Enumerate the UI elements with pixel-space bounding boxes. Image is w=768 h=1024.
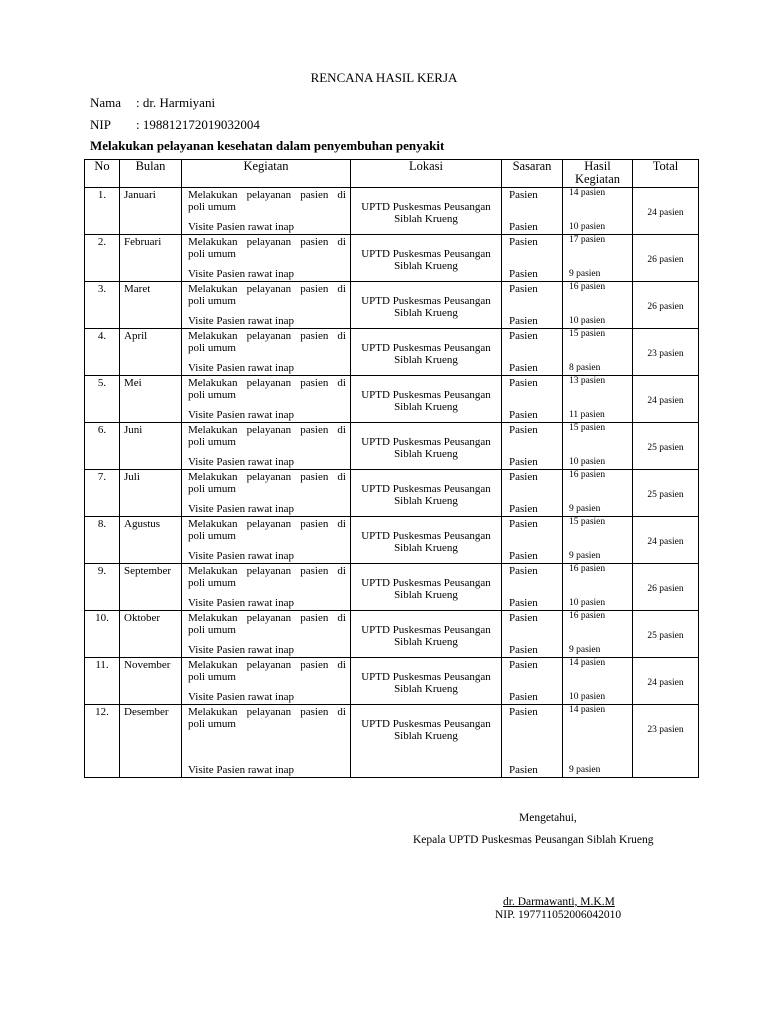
row-total: 23 pasien — [647, 349, 684, 359]
kegiatan-visite: Visite Pasien rawat inap — [188, 503, 294, 515]
table-row — [85, 282, 699, 329]
row-month: Juli — [124, 471, 140, 483]
cell-total — [633, 705, 699, 778]
kegiatan-poli: Melakukan pelayanan pasien di poli umum — [188, 612, 346, 636]
kegiatan-poli: Melakukan pelayanan pasien di poli umum — [188, 330, 346, 354]
cell-total — [633, 611, 699, 658]
cell-hasil — [563, 517, 633, 564]
sasaran-poli: Pasien — [509, 424, 538, 436]
sasaran-visite: Pasien — [509, 691, 538, 703]
cell-hasil — [563, 188, 633, 235]
table-row — [85, 658, 699, 705]
cell-bulan — [120, 235, 182, 282]
row-month: November — [124, 659, 171, 671]
hasil-visite: 10 pasien — [569, 598, 606, 608]
cell-lokasi — [351, 235, 502, 282]
cell-sasaran — [502, 658, 563, 705]
hasil-visite: 9 pasien — [569, 269, 601, 279]
kegiatan-visite: Visite Pasien rawat inap — [188, 644, 294, 656]
cell-no — [85, 470, 120, 517]
sasaran-poli: Pasien — [509, 518, 538, 530]
kegiatan-poli: Melakukan pelayanan pasien di poli umum — [188, 283, 346, 307]
hasil-visite: 9 pasien — [569, 551, 601, 561]
hasil-poli: 16 pasien — [569, 564, 606, 574]
cell-total — [633, 423, 699, 470]
table-header-row — [85, 160, 699, 188]
cell-total — [633, 282, 699, 329]
kegiatan-visite: Visite Pasien rawat inap — [188, 362, 294, 374]
nama-label: Nama — [90, 95, 122, 110]
kegiatan-poli: Melakukan pelayanan pasien di poli umum — [188, 518, 346, 542]
cell-kegiatan — [182, 423, 351, 470]
cell-bulan — [120, 705, 182, 778]
sasaran-visite: Pasien — [509, 268, 538, 280]
table-row — [85, 329, 699, 376]
cell-no — [85, 423, 120, 470]
cell-lokasi — [351, 564, 502, 611]
sasaran-poli: Pasien — [509, 283, 538, 295]
cell-lokasi — [351, 282, 502, 329]
cell-lokasi — [351, 705, 502, 778]
cell-total — [633, 517, 699, 564]
row-lokasi: UPTD Puskesmas Peusangan Siblah Krueng — [361, 248, 491, 272]
kegiatan-visite: Visite Pasien rawat inap — [188, 315, 294, 327]
row-month: Juni — [124, 424, 143, 436]
sasaran-visite: Pasien — [509, 503, 538, 515]
cell-bulan — [120, 423, 182, 470]
cell-no — [85, 329, 120, 376]
row-total: 25 pasien — [647, 443, 684, 453]
hasil-visite: 8 pasien — [569, 363, 601, 373]
header-no: No — [85, 160, 120, 188]
row-lokasi: UPTD Puskesmas Peusangan Siblah Krueng — [361, 624, 491, 648]
cell-total — [633, 329, 699, 376]
sasaran-visite: Pasien — [509, 221, 538, 233]
cell-hasil — [563, 705, 633, 778]
cell-bulan — [120, 658, 182, 705]
kegiatan-visite: Visite Pasien rawat inap — [188, 409, 294, 421]
cell-sasaran — [502, 705, 563, 778]
header-bulan: Bulan — [120, 160, 182, 188]
sasaran-poli: Pasien — [509, 471, 538, 483]
kegiatan-poli: Melakukan pelayanan pasien di poli umum — [188, 471, 346, 495]
kegiatan-visite: Visite Pasien rawat inap — [188, 550, 294, 562]
row-month: Oktober — [124, 612, 161, 624]
kegiatan-poli: Melakukan pelayanan pasien di poli umum — [188, 424, 346, 448]
cell-total — [633, 376, 699, 423]
cell-hasil — [563, 564, 633, 611]
nip-label: NIP — [90, 117, 111, 132]
sasaran-visite: Pasien — [509, 597, 538, 609]
nama-row — [90, 95, 215, 111]
row-month: Maret — [124, 283, 151, 295]
row-number: 12. — [95, 706, 109, 718]
header-kegiatan: Kegiatan — [182, 160, 351, 188]
nama-value: : dr. Harmiyani — [136, 95, 216, 110]
row-total: 24 pasien — [647, 537, 684, 547]
cell-no — [85, 282, 120, 329]
kegiatan-visite: Visite Pasien rawat inap — [188, 764, 294, 776]
sasaran-visite: Pasien — [509, 456, 538, 468]
cell-hasil — [563, 611, 633, 658]
nip-value: : 198812172019032004 — [136, 117, 260, 132]
row-month: Februari — [124, 236, 162, 248]
row-lokasi: UPTD Puskesmas Peusangan Siblah Krueng — [361, 342, 491, 366]
document-title: RENCANA HASIL KERJA — [310, 70, 458, 85]
cell-bulan — [120, 376, 182, 423]
kegiatan-visite: Visite Pasien rawat inap — [188, 221, 294, 233]
row-total: 25 pasien — [647, 490, 684, 500]
cell-lokasi — [351, 611, 502, 658]
cell-hasil — [563, 329, 633, 376]
row-month: Januari — [124, 189, 156, 201]
table-row — [85, 188, 699, 235]
row-lokasi: UPTD Puskesmas Peusangan Siblah Krueng — [361, 530, 491, 554]
cell-lokasi — [351, 329, 502, 376]
document-subtitle: Melakukan pelayanan kesehatan dalam penyembuhan penyakit — [90, 138, 445, 153]
cell-sasaran — [502, 564, 563, 611]
sasaran-poli: Pasien — [509, 659, 538, 671]
row-number: 4. — [97, 330, 107, 342]
row-lokasi: UPTD Puskesmas Peusangan Siblah Krueng — [361, 718, 491, 742]
rhk-table — [84, 159, 699, 778]
cell-sasaran — [502, 282, 563, 329]
row-total: 26 pasien — [647, 302, 684, 312]
kegiatan-poli: Melakukan pelayanan pasien di poli umum — [188, 189, 346, 213]
cell-sasaran — [502, 423, 563, 470]
row-total: 25 pasien — [647, 631, 684, 641]
cell-sasaran — [502, 376, 563, 423]
sasaran-poli: Pasien — [509, 565, 538, 577]
row-lokasi: UPTD Puskesmas Peusangan Siblah Krueng — [361, 483, 491, 507]
cell-kegiatan — [182, 282, 351, 329]
sasaran-poli: Pasien — [509, 612, 538, 624]
cell-bulan — [120, 329, 182, 376]
table-row — [85, 423, 699, 470]
hasil-poli: 16 pasien — [569, 282, 606, 292]
hasil-poli: 16 pasien — [569, 611, 606, 621]
cell-total — [633, 564, 699, 611]
cell-sasaran — [502, 470, 563, 517]
header-sasaran: Sasaran — [502, 160, 563, 188]
header-lokasi: Lokasi — [351, 160, 502, 188]
sasaran-visite: Pasien — [509, 644, 538, 656]
cell-bulan — [120, 564, 182, 611]
header-total: Total — [633, 160, 699, 188]
cell-no — [85, 658, 120, 705]
sasaran-visite: Pasien — [509, 764, 538, 776]
hasil-visite: 9 pasien — [569, 504, 601, 514]
row-number: 2. — [97, 236, 107, 248]
cell-kegiatan — [182, 188, 351, 235]
kegiatan-visite: Visite Pasien rawat inap — [188, 456, 294, 468]
sasaran-poli: Pasien — [509, 236, 538, 248]
cell-total — [633, 235, 699, 282]
cell-hasil — [563, 282, 633, 329]
row-total: 24 pasien — [647, 678, 684, 688]
table-row — [85, 705, 699, 778]
cell-kegiatan — [182, 470, 351, 517]
row-lokasi: UPTD Puskesmas Peusangan Siblah Krueng — [361, 201, 491, 225]
cell-lokasi — [351, 423, 502, 470]
cell-hasil — [563, 423, 633, 470]
table-row — [85, 564, 699, 611]
kegiatan-poli: Melakukan pelayanan pasien di poli umum — [188, 377, 346, 401]
header-hasil-line1: Hasil — [584, 159, 611, 173]
row-month: Mei — [124, 377, 142, 389]
row-total: 26 pasien — [647, 255, 684, 265]
row-month: September — [124, 565, 172, 577]
row-number: 5. — [97, 377, 107, 389]
cell-bulan — [120, 282, 182, 329]
table-row — [85, 470, 699, 517]
hasil-visite: 10 pasien — [569, 692, 606, 702]
hasil-visite: 10 pasien — [569, 316, 606, 326]
hasil-poli: 15 pasien — [569, 329, 606, 339]
cell-kegiatan — [182, 376, 351, 423]
cell-total — [633, 188, 699, 235]
signer-nip: NIP. 197711052006042010 — [495, 909, 622, 921]
row-month: April — [124, 330, 148, 342]
sasaran-visite: Pasien — [509, 362, 538, 374]
hasil-poli: 15 pasien — [569, 423, 606, 433]
row-number: 11. — [95, 659, 109, 671]
cell-no — [85, 611, 120, 658]
hasil-visite: 10 pasien — [569, 457, 606, 467]
row-number: 7. — [97, 471, 107, 483]
row-lokasi: UPTD Puskesmas Peusangan Siblah Krueng — [361, 389, 491, 413]
sasaran-visite: Pasien — [509, 550, 538, 562]
hasil-poli: 16 pasien — [569, 470, 606, 480]
mengetahui-text: Mengetahui, — [519, 812, 577, 824]
row-number: 9. — [97, 565, 107, 577]
row-month: Desember — [124, 706, 169, 718]
row-number: 3. — [97, 283, 107, 295]
row-lokasi: UPTD Puskesmas Peusangan Siblah Krueng — [361, 436, 491, 460]
sasaran-poli: Pasien — [509, 330, 538, 342]
hasil-visite: 9 pasien — [569, 645, 601, 655]
table-row — [85, 376, 699, 423]
row-number: 10. — [95, 612, 109, 624]
cell-kegiatan — [182, 329, 351, 376]
cell-lokasi — [351, 188, 502, 235]
cell-hasil — [563, 470, 633, 517]
cell-kegiatan — [182, 705, 351, 778]
cell-no — [85, 517, 120, 564]
cell-bulan — [120, 470, 182, 517]
kegiatan-visite: Visite Pasien rawat inap — [188, 597, 294, 609]
cell-lokasi — [351, 470, 502, 517]
cell-lokasi — [351, 376, 502, 423]
cell-bulan — [120, 517, 182, 564]
cell-kegiatan — [182, 235, 351, 282]
row-month: Agustus — [124, 518, 161, 530]
cell-sasaran — [502, 329, 563, 376]
cell-sasaran — [502, 188, 563, 235]
cell-hasil — [563, 658, 633, 705]
hasil-poli: 14 pasien — [569, 658, 606, 668]
row-number: 1. — [97, 189, 107, 201]
cell-sasaran — [502, 611, 563, 658]
row-total: 23 pasien — [647, 725, 684, 735]
header-hasil — [563, 160, 633, 188]
table-row — [85, 517, 699, 564]
row-total: 26 pasien — [647, 584, 684, 594]
kegiatan-visite: Visite Pasien rawat inap — [188, 268, 294, 280]
hasil-poli: 13 pasien — [569, 376, 606, 386]
kegiatan-poli: Melakukan pelayanan pasien di poli umum — [188, 565, 346, 589]
hasil-poli: 15 pasien — [569, 517, 606, 527]
sasaran-poli: Pasien — [509, 189, 538, 201]
cell-bulan — [120, 188, 182, 235]
cell-no — [85, 376, 120, 423]
sasaran-poli: Pasien — [509, 706, 538, 718]
header-hasil-line2: Kegiatan — [574, 172, 621, 186]
cell-lokasi — [351, 658, 502, 705]
cell-kegiatan — [182, 517, 351, 564]
row-number: 8. — [97, 518, 107, 530]
row-total: 24 pasien — [647, 208, 684, 218]
cell-no — [85, 705, 120, 778]
kegiatan-poli: Melakukan pelayanan pasien di poli umum — [188, 706, 346, 730]
row-lokasi: UPTD Puskesmas Peusangan Siblah Krueng — [361, 295, 491, 319]
cell-sasaran — [502, 517, 563, 564]
cell-hasil — [563, 235, 633, 282]
sasaran-visite: Pasien — [509, 315, 538, 327]
kegiatan-visite: Visite Pasien rawat inap — [188, 691, 294, 703]
table-row — [85, 235, 699, 282]
kegiatan-poli: Melakukan pelayanan pasien di poli umum — [188, 659, 346, 683]
cell-bulan — [120, 611, 182, 658]
row-number: 6. — [97, 424, 107, 436]
cell-kegiatan — [182, 564, 351, 611]
nip-row — [90, 117, 260, 133]
cell-total — [633, 470, 699, 517]
signer-position: Kepala UPTD Puskesmas Peusangan Siblah Krueng — [413, 834, 654, 846]
hasil-poli: 14 pasien — [569, 705, 606, 715]
kegiatan-poli: Melakukan pelayanan pasien di poli umum — [188, 236, 346, 260]
cell-total — [633, 658, 699, 705]
row-lokasi: UPTD Puskesmas Peusangan Siblah Krueng — [361, 671, 491, 695]
hasil-visite: 10 pasien — [569, 222, 606, 232]
cell-kegiatan — [182, 611, 351, 658]
hasil-poli: 14 pasien — [569, 188, 606, 198]
table-row — [85, 611, 699, 658]
cell-no — [85, 235, 120, 282]
row-total: 24 pasien — [647, 396, 684, 406]
cell-hasil — [563, 376, 633, 423]
hasil-visite: 9 pasien — [569, 765, 601, 775]
cell-lokasi — [351, 517, 502, 564]
cell-no — [85, 188, 120, 235]
cell-sasaran — [502, 235, 563, 282]
cell-no — [85, 564, 120, 611]
sasaran-poli: Pasien — [509, 377, 538, 389]
sasaran-visite: Pasien — [509, 409, 538, 421]
cell-kegiatan — [182, 658, 351, 705]
hasil-poli: 17 pasien — [569, 235, 606, 245]
row-lokasi: UPTD Puskesmas Peusangan Siblah Krueng — [361, 577, 491, 601]
signer-name: dr. Darmawanti, M.K.M — [503, 896, 615, 908]
hasil-visite: 11 pasien — [569, 410, 605, 420]
